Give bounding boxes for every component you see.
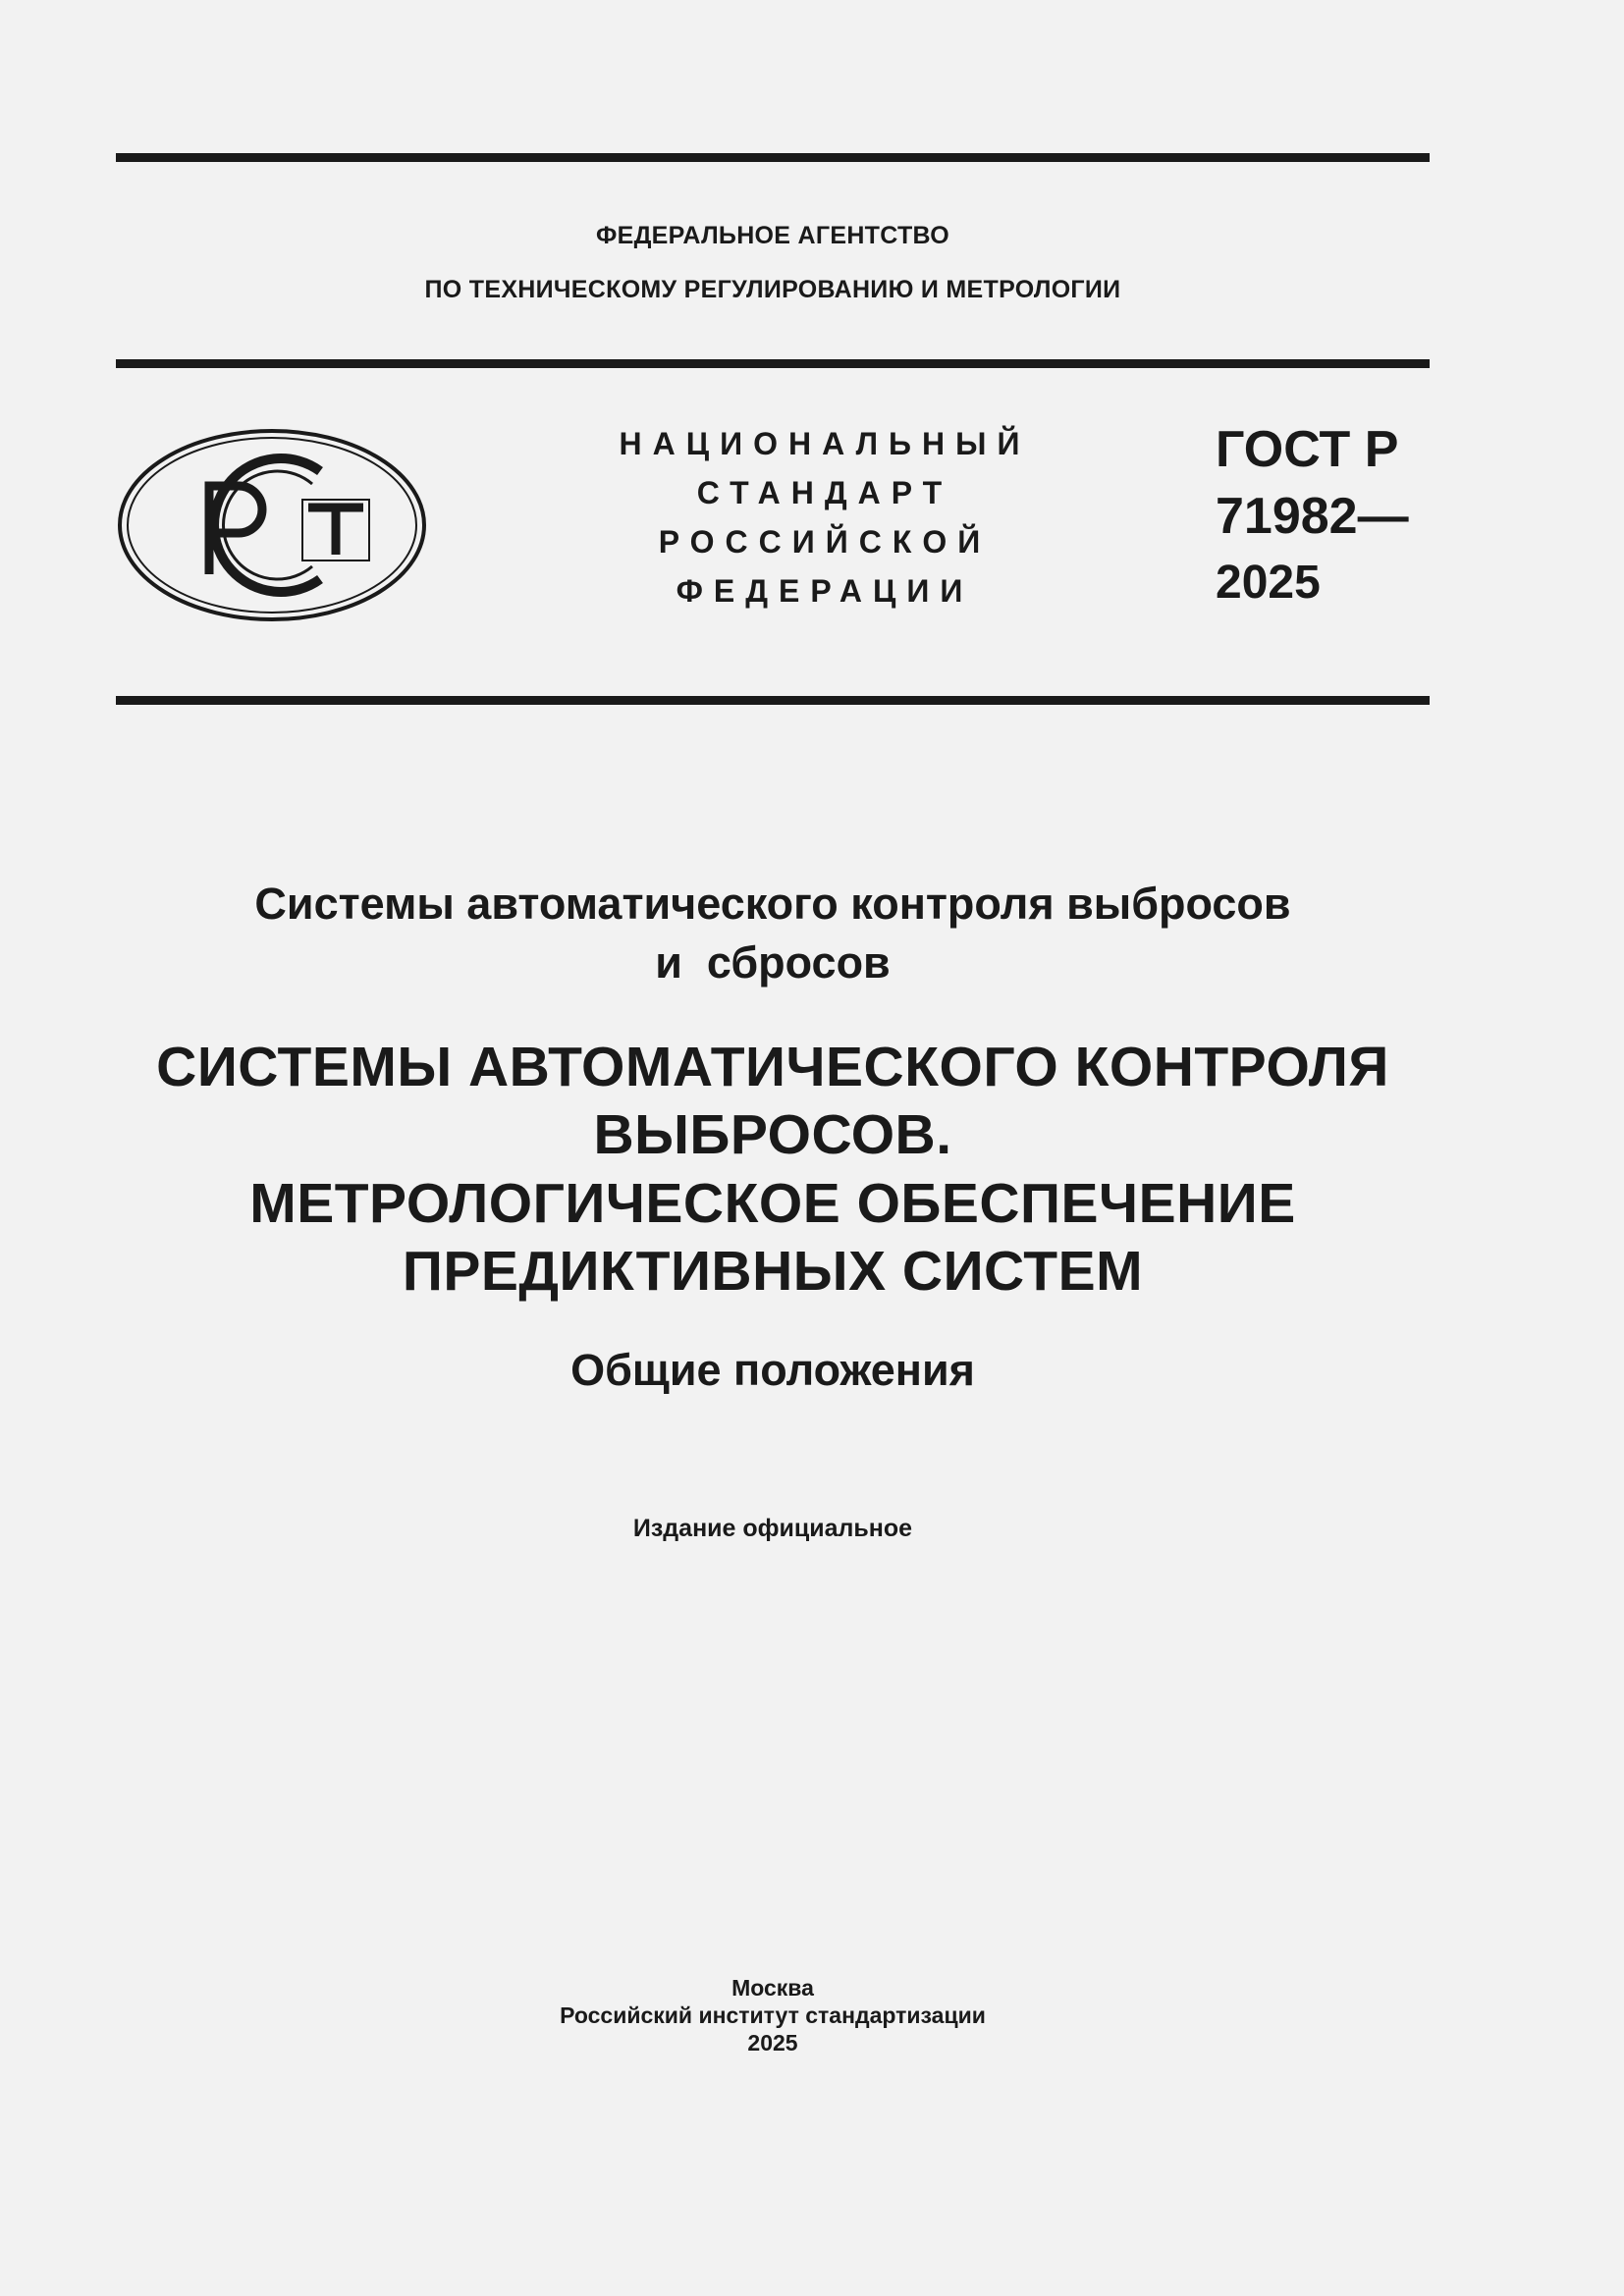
publisher-city: Москва — [731, 1975, 814, 2001]
top-rule — [116, 153, 1430, 162]
publisher-name: Российский институт стандартизации — [560, 2002, 986, 2028]
national-standard-line3: РОССИЙСКОЙ — [658, 524, 992, 560]
national-standard-line2: СТАНДАРТ — [696, 475, 953, 510]
main-title-line1: СИСТЕМЫ АВТОМАТИЧЕСКОГО КОНТРОЛЯ — [156, 1036, 1389, 1098]
gost-designation-line1: ГОСТ Р — [1216, 421, 1399, 478]
publisher-year: 2025 — [747, 2030, 798, 2056]
agency-name-line2: ПО ТЕХНИЧЕСКОМУ РЕГУЛИРОВАНИЮ И МЕТРОЛОГИИ — [424, 276, 1121, 303]
main-title-line2: ВЫБРОСОВ. — [593, 1103, 952, 1166]
header-rule — [116, 359, 1430, 368]
national-standard-line1: НАЦИОНАЛЬНЫЙ — [619, 426, 1031, 461]
agency-name-line1: ФЕДЕРАЛЬНОЕ АГЕНТСТВО — [595, 222, 950, 249]
series-title-line2: и сбросов — [655, 937, 891, 988]
title-block-rule — [116, 696, 1430, 705]
edition-label: Издание официальное — [632, 1515, 913, 1542]
rst-certification-mark-icon — [116, 427, 428, 623]
part-title: Общие положения — [570, 1345, 975, 1395]
gost-designation-line3: 2025 — [1216, 557, 1321, 609]
main-title-line3: МЕТРОЛОГИЧЕСКОЕ ОБЕСПЕЧЕНИЕ — [249, 1172, 1296, 1235]
series-title-line1: Системы автоматического контроля выбросов — [254, 879, 1291, 929]
national-standard-line4: ФЕДЕРАЦИИ — [676, 573, 974, 609]
main-title-line4: ПРЕДИКТИВНЫХ СИСТЕМ — [402, 1240, 1144, 1303]
gost-designation-line2: 71982— — [1216, 488, 1409, 545]
